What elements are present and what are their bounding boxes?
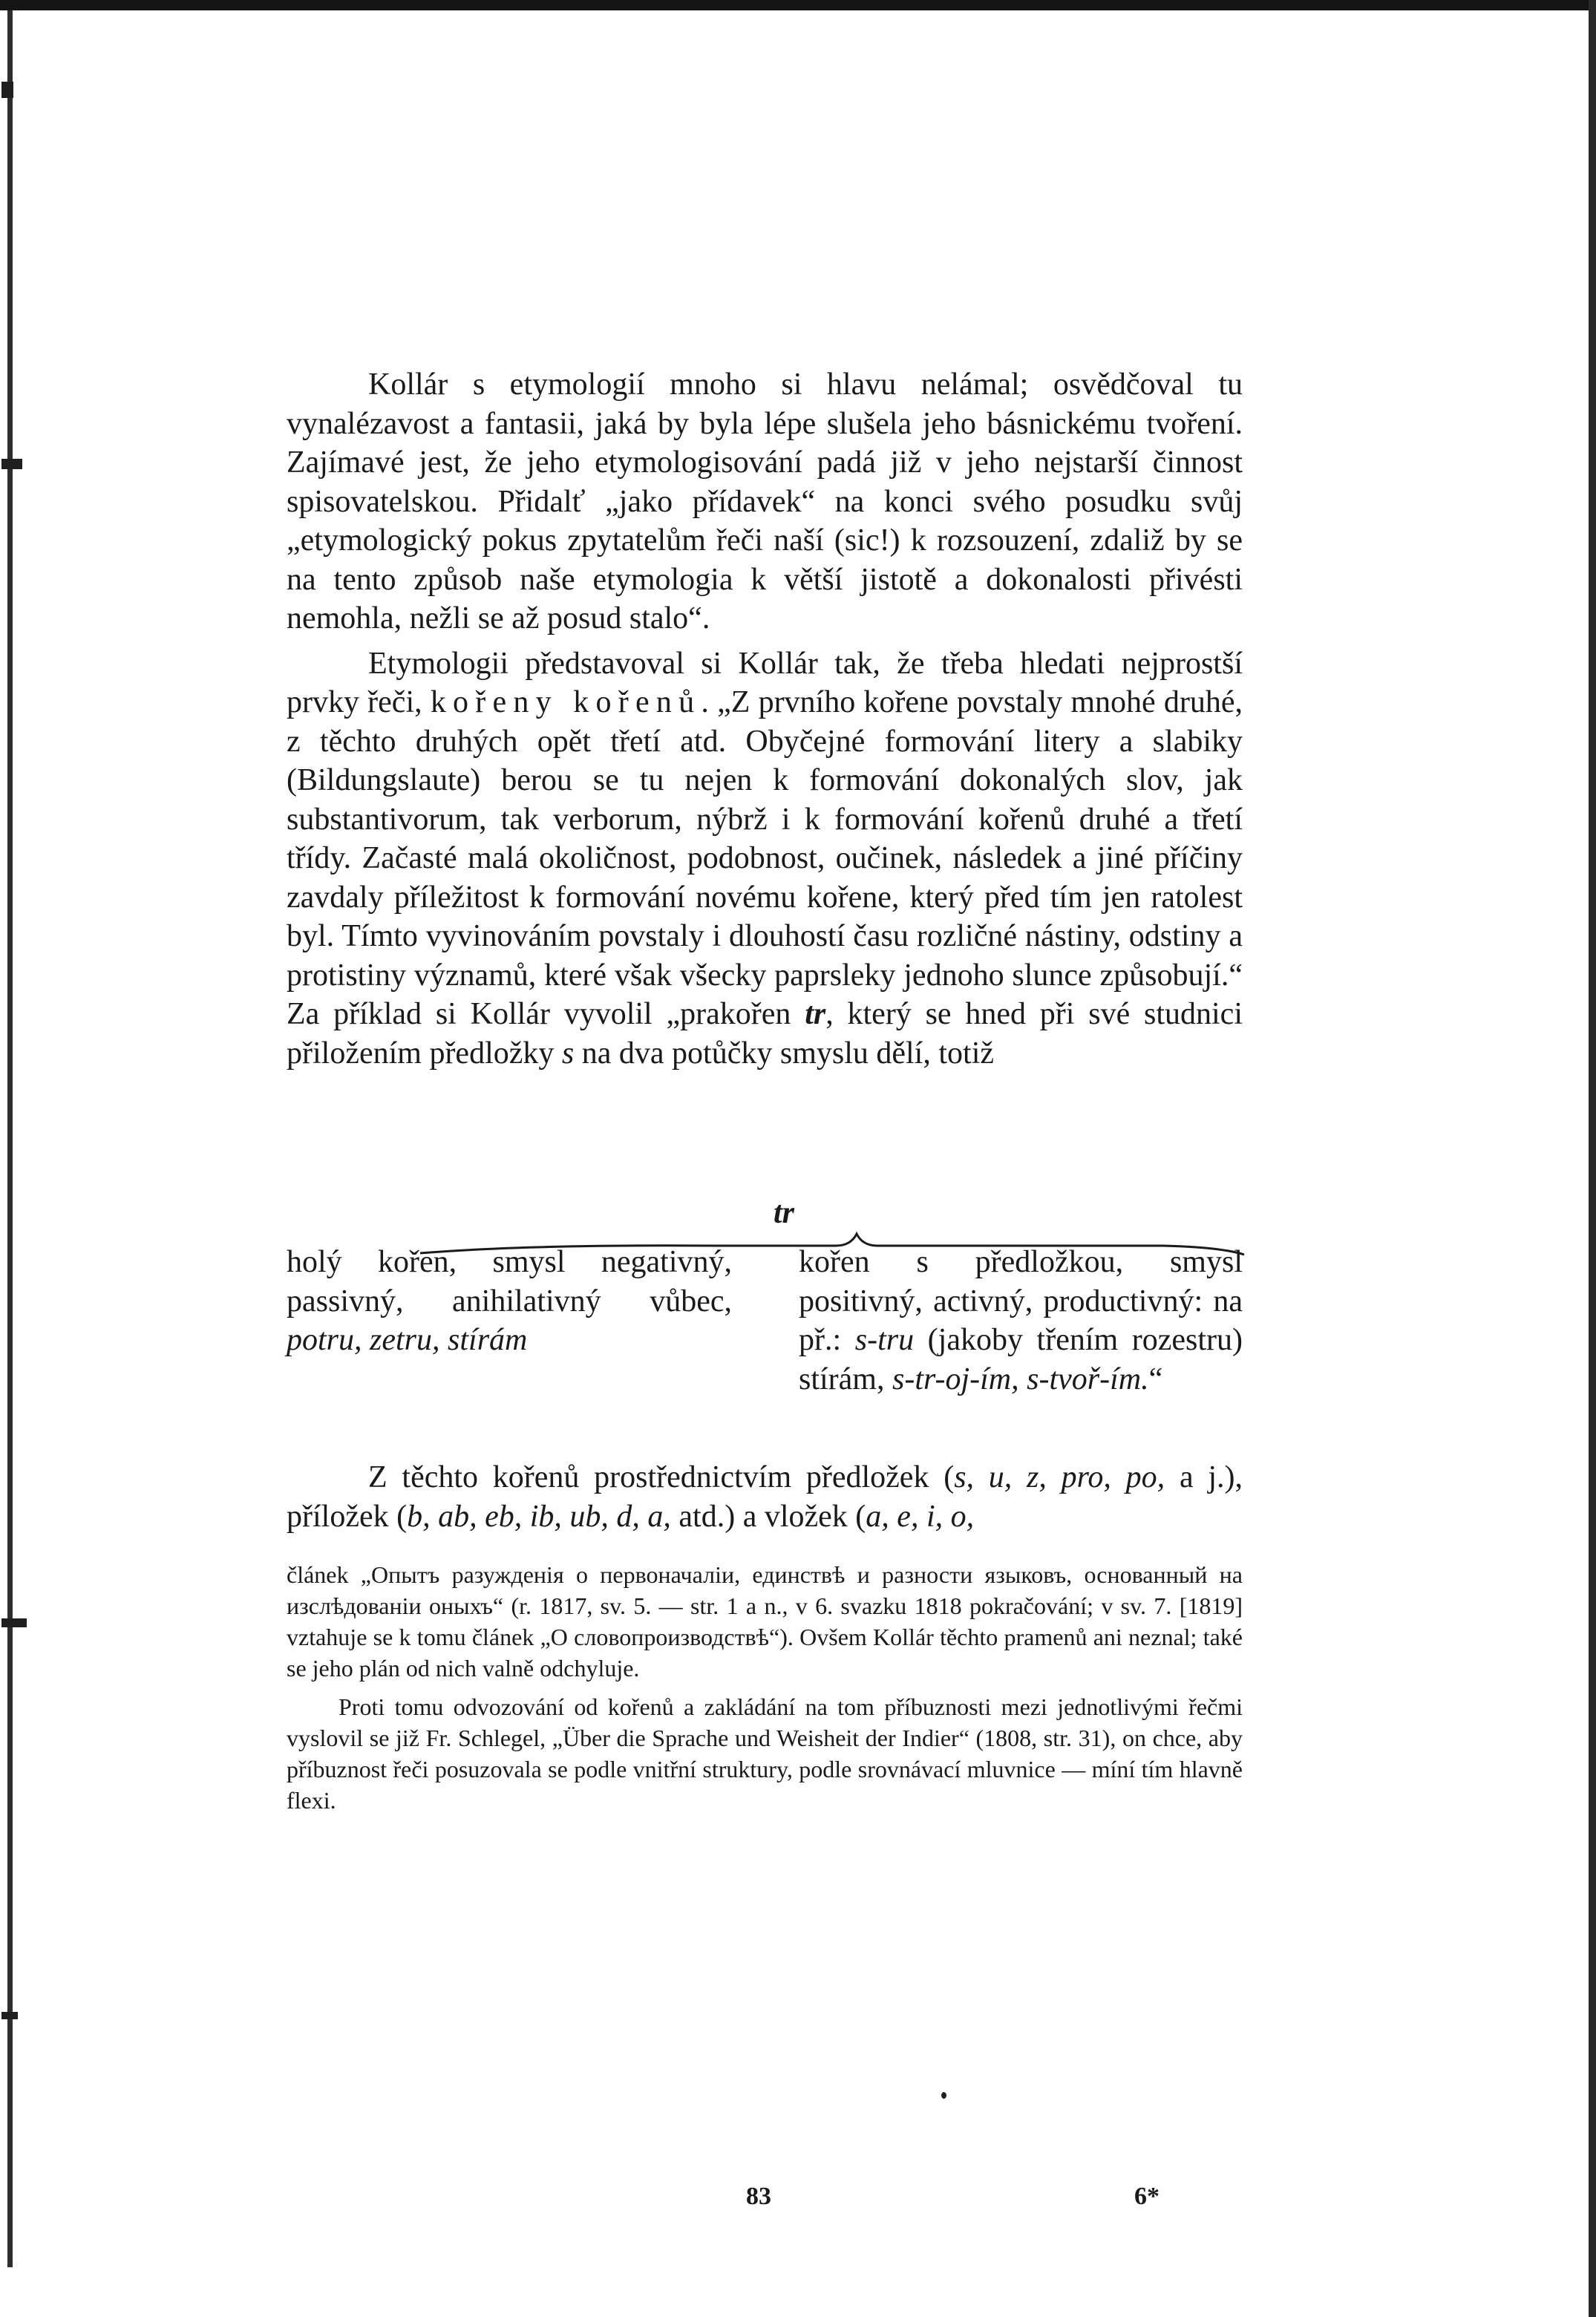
spaced-phrase: kořeny kořenů <box>430 685 701 719</box>
preposition-s: s <box>561 1036 575 1071</box>
main-text-top <box>287 365 1243 1073</box>
prefix-list: s, u, z, pro, po, <box>954 1460 1165 1494</box>
footnote-2: Proti tomu odvozování od kořenů a zakládání na tom příbuznosti mezi jednotlivými řečmi vyslovil se již Fr. Schlegel, „Über die Sprache und Weisheit der Indier“ (1808, str. 31), on chce, aby příbuznost řeči posuzovala se podle vnitřní struktury, podle srovnávací mluvnice — míní tím hlavně flexi. <box>287 1693 1243 1814</box>
right-example-2: s-tr-oj-ím, s-tvoř-ím. <box>892 1362 1149 1396</box>
right-middle: (jakoby třením rozestru) stírám, <box>799 1323 1243 1396</box>
paragraph-3-part1: Z těchto kořenů prostřednictvím předložek ( <box>368 1460 955 1494</box>
signature-mark: 6* <box>1134 2183 1160 2210</box>
root-tr: tr <box>805 997 826 1031</box>
scan-speck <box>941 2092 946 2099</box>
left-description: holý kořen, smysl negativný, passivný, anihilativný vůbec, <box>287 1245 732 1318</box>
scan-border-top <box>0 0 1596 10</box>
diagram-left-column <box>287 1243 732 1360</box>
paragraph-2-part2: . „Z prvního kořene povstaly mnohé druhé, z těchto druhých opět třetí atd. Obyčejné formování litery a slabiky (Bildungslaute) berou se tu nejen k formování dokonalých slov, jak substantivorum, tak verborum, nýbrž i k formování kořenů druhé a třetí třídy. Začasté malá okoličnost, podobnost, oučinek, následek a jiné příčiny zavdaly příležitost k formování novému kořene, který před tím jen ratolest byl. Tímto vyvinováním povstaly i dlouhostí času rozličné nástiny, odstiny a protistiny významů, které však všecky paprsleky jednoho slunce způsobují.“ Za příklad si Kollár vyvolil „prakořen <box>287 685 1243 1031</box>
suffix-list: b, ab, eb, ib, ub, d, a, <box>407 1499 671 1534</box>
infix-list: a, e, i, o, <box>866 1499 975 1534</box>
paragraph-2-part4: na dva potůčky smyslu dělí, totiž <box>574 1036 994 1071</box>
footnotes <box>287 1559 1243 1816</box>
scan-mark <box>1 1618 27 1627</box>
paragraph-3-part2: a j.), příložek ( <box>287 1460 1243 1534</box>
right-close-quote: “ <box>1148 1362 1163 1396</box>
diagram-root-label: tr <box>773 1196 794 1230</box>
scan-mark <box>1 2012 18 2019</box>
page-number: 83 <box>746 2183 771 2210</box>
diagram-right-column <box>799 1243 1243 1399</box>
main-text-bottom <box>287 1458 1243 1536</box>
right-example-1: s-tru <box>854 1323 915 1357</box>
paragraph-2-part1: Etymologii představoval si Kollár tak, že třeba hledati nejprostší prvky řeči, <box>287 646 1243 719</box>
scan-mark <box>1 82 13 98</box>
footnote-1: článek „Опытъ разужденія о первоначаліи, единствѣ и разности языковъ, основанный на изслѣдованіи оныхъ“ (r. 1817, sv. 5. — str. 1 a n., v 6. svazku 1818 pokračování; v sv. 7. [1819] vztahuje se k tomu článek „О словопроизводствѣ“). Ovšem Kollár těchto pramenů ani neznal; také se jeho plán od nich valně odchyluje. <box>287 1561 1243 1682</box>
paragraph-1: Kollár s etymologií mnoho si hlavu nelámal; osvědčoval tu vynalézavost a fantasii, jaká by byla lépe slušela jeho básnickému tvoření. Zajímavé jest, že jeho etymologisování padá již v jeho nejstarší činnost spisovatelskou. Přidalť „jako přídavek“ na konci svého posudku svůj „etymologický pokus zpytatelům řeči naší (sic!) k rozsouzení, zdaliž by se na tento způsob naše etymologia k větší jistotě a dokonalosti přivésti nemohla, nežli se až posud stalo“. <box>287 367 1243 635</box>
paragraph-2 <box>287 644 1243 1073</box>
scan-mark <box>1 459 22 469</box>
right-description: kořen s předložkou, smysl positivný, activný, productivný: na př.: <box>799 1245 1243 1357</box>
paragraph-3 <box>287 1458 1243 1536</box>
scan-border-right <box>1589 0 1596 2317</box>
left-examples: potru, zetru, stírám <box>287 1323 528 1357</box>
root-split-diagram <box>287 1195 1243 1440</box>
paragraph-3-part3: atd.) a vložek ( <box>670 1499 866 1534</box>
scan-binding-edge <box>7 10 13 2267</box>
paragraph-2-part3: , který se hned při své studnici přiložením předložky <box>287 997 1243 1071</box>
